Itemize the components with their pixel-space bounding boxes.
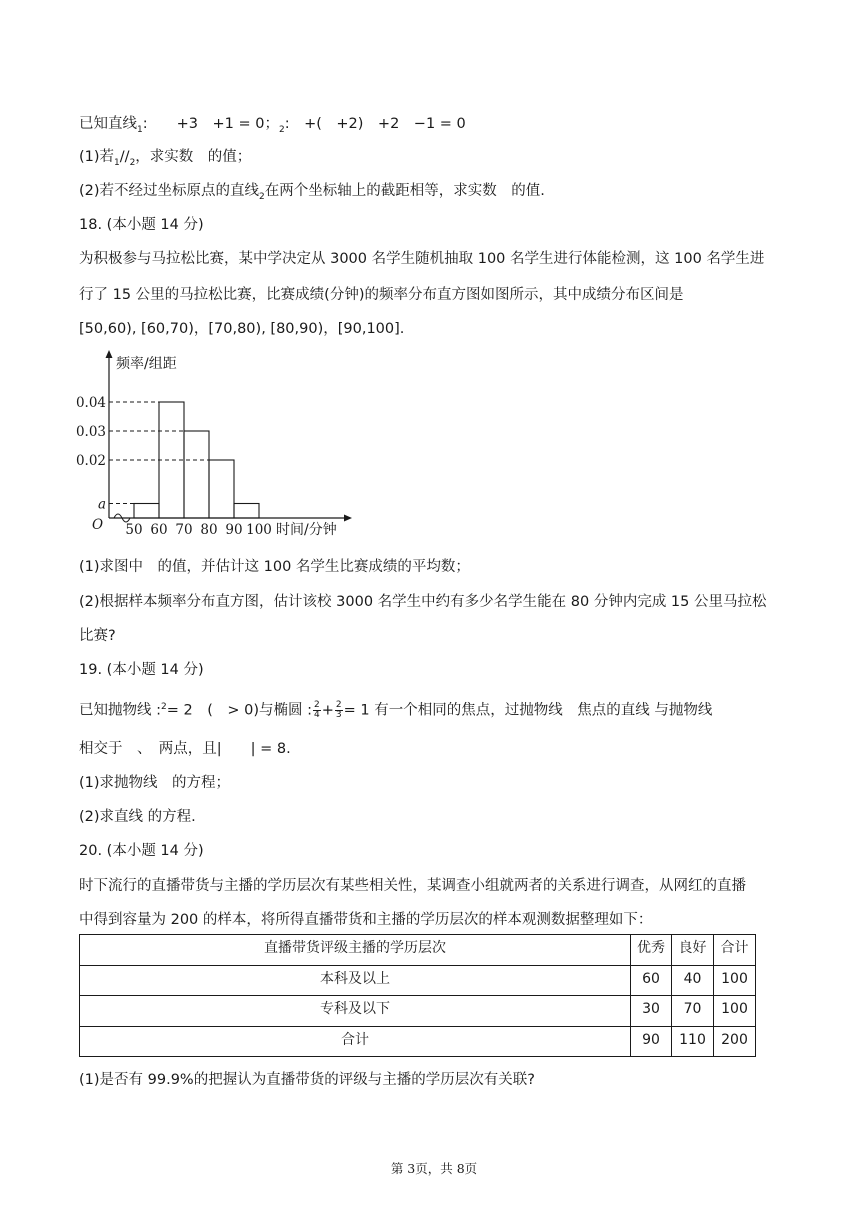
table-header-cell: 合计 — [714, 935, 756, 966]
x-tick-label: 60 — [150, 522, 168, 538]
q18-part1: (1)求图中 的值，并估计这 100 名学生比赛成绩的平均数； — [79, 559, 470, 575]
table-row — [80, 996, 756, 1027]
q19-header: 19. (本小题 14 分) — [79, 662, 204, 678]
y-tick-label: a — [97, 496, 106, 513]
table-cell: 60 — [631, 965, 672, 996]
x-tick-label: 90 — [225, 522, 243, 538]
x-tick-label: 50 — [125, 522, 143, 538]
q20-part1: (1)是否有 99.9%的把握认为直播带货的评级与主播的学历层次有关联? — [79, 1072, 535, 1088]
q18-header: 18. (本小题 14 分) — [79, 217, 204, 233]
table-cell: 30 — [631, 996, 672, 1027]
table-cell: 40 — [672, 965, 714, 996]
q19-part1: (1)求抛物线 的方程； — [79, 775, 231, 791]
l2-subscript: 2 — [278, 125, 285, 135]
fraction-y2-over-3: $\frac{2}{3}$ — [335, 700, 342, 720]
page-footer: 第 3页，共 8页 — [390, 1161, 478, 1176]
q18-intervals: [50,60), [60,70)，[70,80), [80,90)，[90,100]. — [79, 321, 405, 337]
table-cell: 专科及以下 — [80, 996, 631, 1027]
table-cell: 100 — [714, 996, 756, 1027]
table-header-cell: 良好 — [672, 935, 714, 966]
y-tick-label: 0.02 — [75, 453, 106, 469]
table-cell: 70 — [672, 996, 714, 1027]
y-tick-label: 0.03 — [75, 424, 106, 440]
table-cell: 90 — [631, 1026, 672, 1057]
y-tick-label: 0.04 — [75, 395, 106, 411]
histogram-bar — [134, 504, 159, 519]
q18-part2-line2: 比赛? — [79, 628, 116, 644]
q18-intro-line1: 为积极参与马拉松比赛，某中学决定从 3000 名学生随机抽取 100 名学生进行体能检测，这 100 名学生进 — [79, 251, 765, 267]
table-header-row — [80, 935, 756, 966]
q17-condition: 已知直线$_1$: +3 +1 = 0；$_2$: +( +2) +2 −1 = 0 — [79, 116, 466, 135]
q20-intro-line2: 中得到容量为 200 的样本，将所得直播带货和主播的学历层次的样本观测数据整理如下： — [79, 912, 653, 928]
origin-label: O — [92, 517, 104, 533]
q19-condition-line2: 相交于 、 两点，且| | = 8. — [79, 741, 291, 757]
q18-part2-line1: (2)根据样本频率分布直方图，估计该校 3000 名学生中约有多少名学生能在 80 分钟内完成 15 公里马拉松 — [79, 594, 767, 610]
table-cell: 合计 — [80, 1026, 631, 1057]
l1-subscript: 1 — [137, 125, 143, 135]
fraction-x2-over-4: $\frac{2}{4}$ — [314, 700, 320, 720]
histogram-bar — [234, 504, 259, 519]
table-header-cell: 直播带货评级主播的学历层次 — [80, 935, 631, 966]
y-axis-label: 频率/组距 — [116, 356, 177, 372]
table-row — [80, 1026, 756, 1057]
x-tick-label: 100 — [246, 522, 272, 538]
histogram-bar — [209, 460, 234, 518]
table-header-cell: 优秀 — [631, 935, 672, 966]
contingency-table — [79, 934, 756, 1057]
y-axis-arrow — [106, 350, 113, 358]
table-cell: 110 — [672, 1026, 714, 1057]
q19-part2: (2)求直线 的方程. — [79, 809, 196, 825]
q20-intro-line1: 时下流行的直播带货与主播的学历层次有某些相关性，某调查小组就两者的关系进行调查，从网红的直播 — [79, 878, 746, 894]
x-axis-arrow — [344, 515, 352, 522]
table-cell: 200 — [714, 1026, 756, 1057]
table-cell: 100 — [714, 965, 756, 996]
q17-part1: (1)若$_1//_2$，求实数 的值； — [79, 149, 252, 168]
x-tick-label: 80 — [200, 522, 218, 538]
q19-condition-line1: 已知抛物线 :$^2$= 2 ( > 0)与椭圆 : $\frac{2}{4}$ + $\frac{2}{3}$ = 1 有一个相同的焦点，过抛物线 焦点的直线 与抛物线 — [79, 700, 713, 720]
x-axis-label: 时间/分钟 — [276, 522, 337, 538]
table-row — [80, 965, 756, 996]
frequency-histogram — [70, 348, 360, 544]
q18-intro-line2: 行了 15 公里的马拉松比赛，比赛成绩(分钟)的频率分布直方图如图所示，其中成绩分布区间是 — [79, 287, 684, 303]
x-tick-label: 70 — [175, 522, 193, 538]
histogram-bar — [184, 431, 209, 518]
table-cell: 本科及以上 — [80, 965, 631, 996]
q20-header: 20. (本小题 14 分) — [79, 843, 204, 859]
q17-part2: (2)若不经过坐标原点的直线$_2$在两个坐标轴上的截距相等，求实数 的值. — [79, 183, 545, 202]
